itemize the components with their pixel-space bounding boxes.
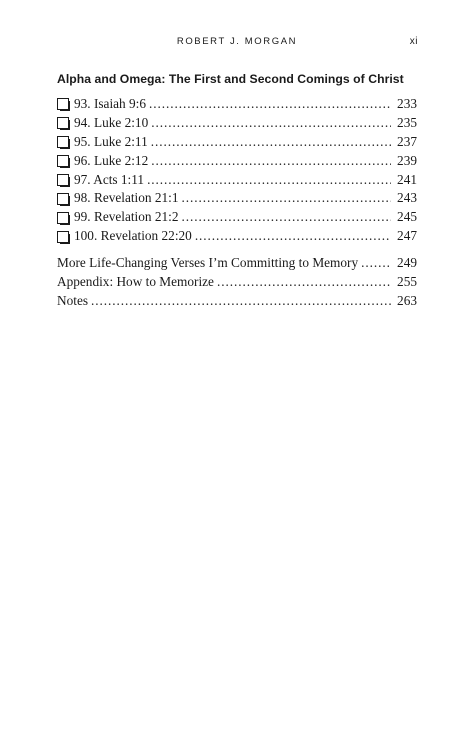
toc-entry: [57, 152, 417, 171]
running-head: [56, 36, 418, 50]
entry-page: 263: [397, 292, 417, 308]
toc-entry: [57, 254, 417, 273]
entry-page: 243: [397, 190, 417, 206]
page-number: xi: [409, 36, 418, 47]
running-head-author: ROBERT J. MORGAN: [176, 36, 298, 47]
checkbox-icon: [57, 231, 69, 243]
toc-entry: [57, 292, 417, 311]
entry-label: 100. Revelation 22:20: [74, 228, 192, 244]
checkbox-icon: [57, 174, 69, 186]
dot-leader: [151, 114, 391, 133]
checkbox-icon: [57, 212, 69, 224]
entry-page: 233: [397, 96, 417, 111]
dot-leader: [151, 152, 391, 171]
checkbox-icon: [57, 98, 69, 110]
toc-entry: [57, 208, 417, 227]
toc-entry: [57, 189, 417, 208]
entry-label: Appendix: How to Memorize: [57, 273, 214, 289]
entry-page: 245: [397, 209, 417, 225]
entry-page: 235: [397, 114, 417, 130]
entry-label: 95. Luke 2:11: [74, 133, 148, 149]
entry-label: More Life-Changing Verses I’m Committing to Memory: [57, 255, 359, 270]
entry-page: 239: [397, 152, 417, 168]
dot-leader: [361, 254, 391, 273]
back-matter-list: [57, 254, 417, 311]
checkbox-icon: [57, 155, 69, 167]
entry-page: 247: [397, 228, 417, 244]
dot-leader: [151, 133, 391, 152]
entry-page: 249: [397, 255, 417, 270]
entry-label: 94. Luke 2:10: [74, 114, 149, 130]
entry-label: 99. Revelation 21:2: [74, 209, 179, 225]
dot-leader: [195, 227, 391, 246]
toc-entry: [57, 114, 417, 133]
entry-page: 255: [397, 273, 417, 289]
entry-label: 93. Isaiah 9:6: [74, 96, 147, 111]
entry-page: 241: [397, 171, 417, 187]
entry-label: 98. Revelation 21:1: [74, 190, 179, 206]
entry-label: 96. Luke 2:12: [74, 152, 149, 168]
dot-leader: [182, 189, 391, 208]
dot-leader: [217, 273, 391, 292]
entry-page: 237: [397, 133, 417, 149]
dot-leader: [147, 171, 391, 190]
verse-list: [57, 95, 417, 246]
entry-label: 97. Acts 1:11: [74, 171, 145, 187]
toc-entry: [57, 227, 417, 246]
toc-entry: [57, 273, 417, 292]
dot-leader: [149, 95, 391, 114]
entry-label: Notes: [57, 292, 89, 308]
checkbox-icon: [57, 136, 69, 148]
dot-leader: [182, 208, 391, 227]
checkbox-icon: [57, 193, 69, 205]
section-title: Alpha and Omega: The First and Second Comings of Christ: [57, 72, 404, 86]
checkbox-icon: [57, 117, 69, 129]
dot-leader: [91, 292, 391, 311]
toc-entry: [57, 133, 417, 152]
toc-entry: [57, 171, 417, 190]
toc-entry: [57, 95, 417, 114]
